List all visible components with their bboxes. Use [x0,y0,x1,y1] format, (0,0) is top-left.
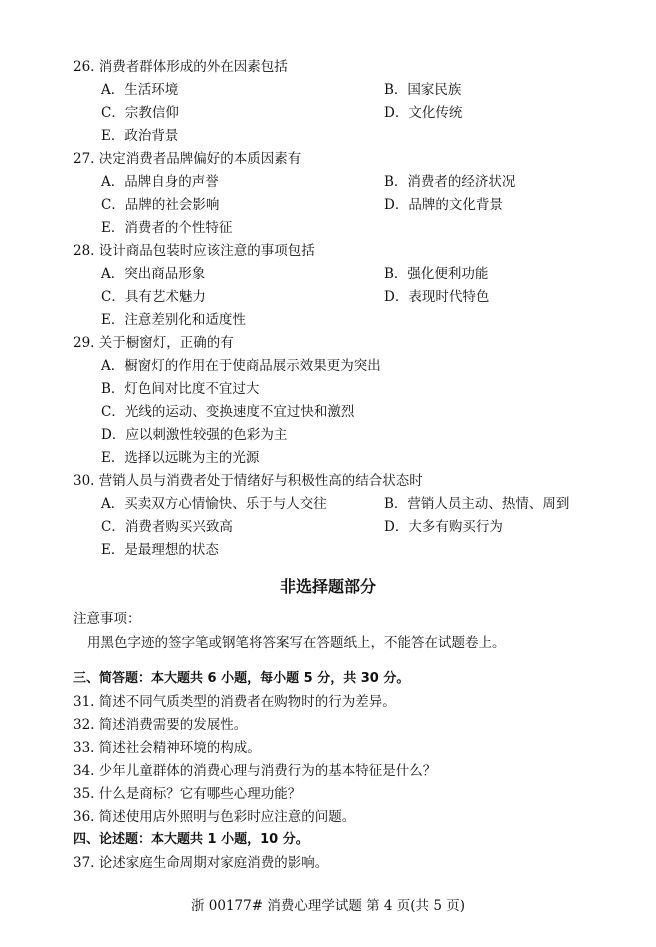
q29-option-d: D．应以刺激性较强的色彩为主 [101,427,288,443]
question-35 [73,785,301,803]
q29-option-b: B．灯色间对比度不宜过大 [101,381,260,397]
notice-label: 注意事项： [73,611,141,627]
question-34 [73,762,436,780]
question-text: 论述家庭生命周期对家庭消费的影响。 [98,855,329,871]
q29-option-a: A．橱窗灯的作用在于使商品展示效果更为突出 [101,358,381,374]
question-text: 消费者群体形成的外在因素包括 [98,59,288,75]
question-text: 什么是商标？它有哪些心理功能？ [98,786,302,802]
question-number: 30. [73,473,95,489]
q28-option-c: C．具有艺术魅力 [101,289,206,305]
q30-option-b: B．营销人员主动、热情、周到 [384,496,570,512]
q26-option-b: B．国家民族 [384,82,462,98]
section-title: 非选择题部分 [279,577,376,596]
q27-option-d: D．品牌的文化背景 [384,197,503,213]
q28-option-d: D．表现时代特色 [384,289,490,305]
part3-header: 三、简答题：本大题共 6 小题，每小题 5 分，共 30 分。 [73,671,410,686]
notice-text: 用黑色字迹的签字笔或钢笔将答案写在答题纸上，不能答在试题卷上。 [87,635,506,651]
question-text: 关于橱窗灯，正确的有 [98,335,234,351]
question-number: 36. [73,809,95,825]
q28-option-b: B．强化便利功能 [384,266,489,282]
q27-option-b: B．消费者的经济状况 [384,174,516,190]
q26-option-c: C．宗教信仰 [101,105,179,121]
question-number: 28. [73,243,95,259]
q30-option-a: A．买卖双方心情愉快、乐于与人交往 [101,496,327,512]
q29-option-c: C．光线的运动、变换速度不宜过快和激烈 [101,404,355,420]
question-28-stem [73,242,315,260]
q28-option-e: E．注意差别化和适度性 [101,312,246,328]
question-text: 简述消费需要的发展性。 [98,717,248,733]
q26-option-e: E．政治背景 [101,128,179,144]
q30-option-e: E．是最理想的状态 [101,542,219,558]
question-text: 决定消费者品牌偏好的本质因素有 [98,151,302,167]
q26-option-d: D．文化传统 [384,105,463,121]
question-number: 27. [73,151,95,167]
question-30-stem [73,472,423,490]
question-text: 简述使用店外照明与色彩时应注意的问题。 [98,809,356,825]
question-33 [73,739,261,757]
page-footer: 浙 00177# 消费心理学试题 第 4 页(共 5 页) [190,898,465,914]
question-number: 31. [73,694,95,710]
question-text: 简述社会精神环境的构成。 [98,740,261,756]
question-27-stem [73,150,301,168]
q28-option-a: A．突出商品形象 [101,266,206,282]
question-32 [73,716,247,734]
part4-header: 四、论述题：本大题共 1 小题，10 分。 [73,832,309,847]
q26-option-a: A．生活环境 [101,82,179,98]
q27-option-c: C．品牌的社会影响 [101,197,220,213]
q27-option-e: E．消费者的个性特征 [101,220,233,236]
question-number: 32. [73,717,95,733]
question-31 [73,693,396,711]
question-text: 设计商品包装时应该注意的事项包括 [98,243,315,259]
q30-option-c: C．消费者购买兴致高 [101,519,233,535]
question-number: 26. [73,59,95,75]
question-36 [73,808,355,826]
question-number: 35. [73,786,95,802]
question-number: 33. [73,740,95,756]
q27-option-a: A．品牌自身的声誉 [101,174,219,190]
question-number: 37. [73,855,95,871]
question-26-stem [73,58,288,76]
q29-option-e: E．选择以远眺为主的光源 [101,450,260,466]
question-text: 少年儿童群体的消费心理与消费行为的基本特征是什么？ [98,763,437,779]
question-text: 简述不同气质类型的消费者在购物时的行为差异。 [98,694,396,710]
question-number: 34. [73,763,95,779]
question-text: 营销人员与消费者处于情绪好与积极性高的结合状态时 [98,473,423,489]
question-37 [73,854,328,872]
q30-option-d: D．大多有购买行为 [384,519,503,535]
question-29-stem [73,334,234,352]
question-number: 29. [73,335,95,351]
